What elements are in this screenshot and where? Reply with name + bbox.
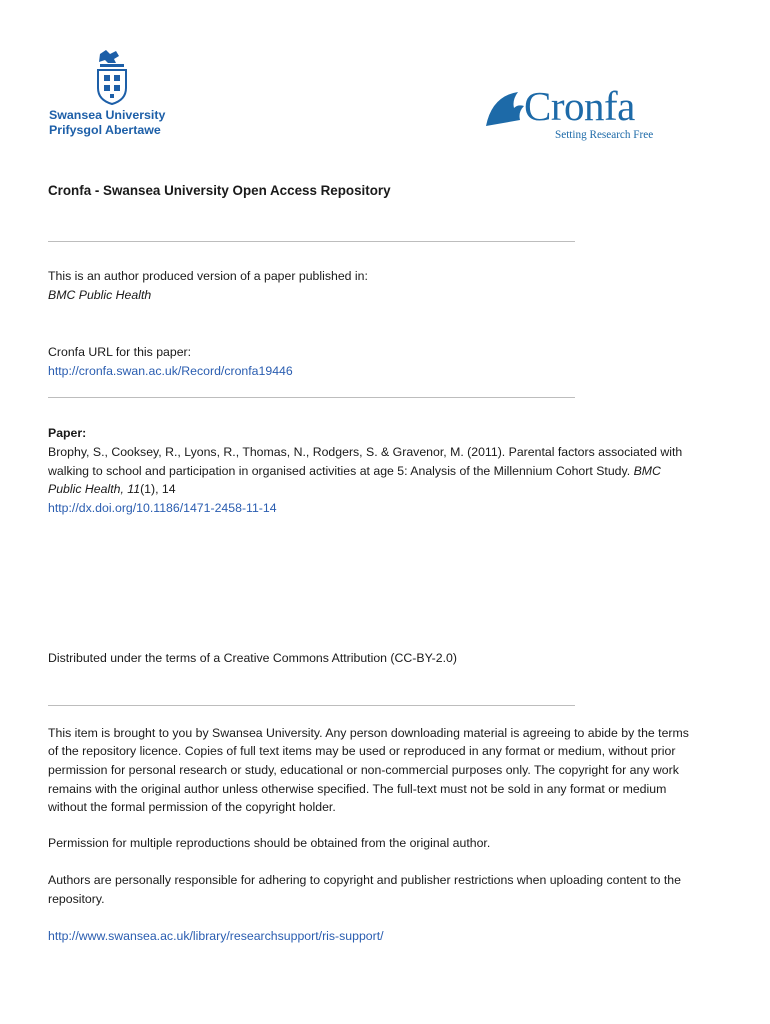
citation-line-1: Brophy, S., Cooksey, R., Lyons, R., Thomas, N., Rodgers, S. & Gravenor, M. (2011). Parental factors associated with [48, 445, 683, 459]
research-support-link[interactable]: http://www.swansea.ac.uk/library/researchsupport/ris-support/ [48, 929, 384, 943]
published-in-intro: This is an author produced version of a paper published in: [48, 269, 368, 283]
citation-line-3 [48, 480, 176, 499]
citation-issue-pages: (1), 14 [140, 482, 176, 496]
repository-title: Cronfa - Swansea University Open Access Repository [48, 183, 391, 198]
cronfa-url-label: Cronfa URL for this paper: [48, 345, 192, 359]
notice-line: without the formal permission of the copyright holder. [48, 800, 336, 814]
swansea-name-line1: Swansea University [49, 108, 166, 122]
notice-line: of the repository licence. Copies of full text items may be used or reproduced in any format or medium, without prior [48, 744, 676, 758]
license-statement: Distributed under the terms of a Creative Commons Attribution (CC-BY-2.0) [48, 651, 457, 665]
divider [48, 705, 575, 706]
paper-heading: Paper: [48, 426, 87, 440]
cronfa-record-link[interactable]: http://cronfa.swan.ac.uk/Record/cronfa19446 [48, 364, 293, 378]
divider [48, 241, 575, 242]
notice-line: permission for personal research or study, educational or non-commercial purposes only. The copyright for any work [48, 763, 679, 777]
doi-link[interactable]: http://dx.doi.org/10.1186/1471-2458-11-14 [48, 501, 277, 515]
swansea-name-line2: Prifysgol Abertawe [49, 123, 161, 137]
cronfa-logo-wordmark: Cronfa [524, 83, 635, 129]
journal-name: BMC Public Health [48, 288, 152, 302]
citation-title-end: walking to school and participation in organised activities at age 5: Analysis of the Millennium Cohort Study. [48, 464, 634, 478]
citation-journal-start: BMC [633, 464, 661, 478]
divider [48, 397, 575, 398]
swansea-university-name [49, 108, 165, 138]
authors-responsibility-line-2: repository. [48, 892, 105, 906]
notice-line: This item is brought to you by Swansea University. Any person downloading material is agreeing to abide by the terms [48, 726, 689, 740]
cronfa-tagline: Setting Research Free [555, 129, 654, 141]
notice-line: remains with the original author unless otherwise specified. The full-text must not be sold in any format or medium [48, 782, 667, 796]
citation-line-2 [48, 462, 661, 481]
authors-responsibility-line-1: Authors are personally responsible for adhering to copyright and publisher restrictions when uploading content to the [48, 873, 681, 887]
citation-journal-volume: Public Health, 11 [48, 482, 141, 496]
permission-statement: Permission for multiple reproductions should be obtained from the original author. [48, 836, 491, 850]
